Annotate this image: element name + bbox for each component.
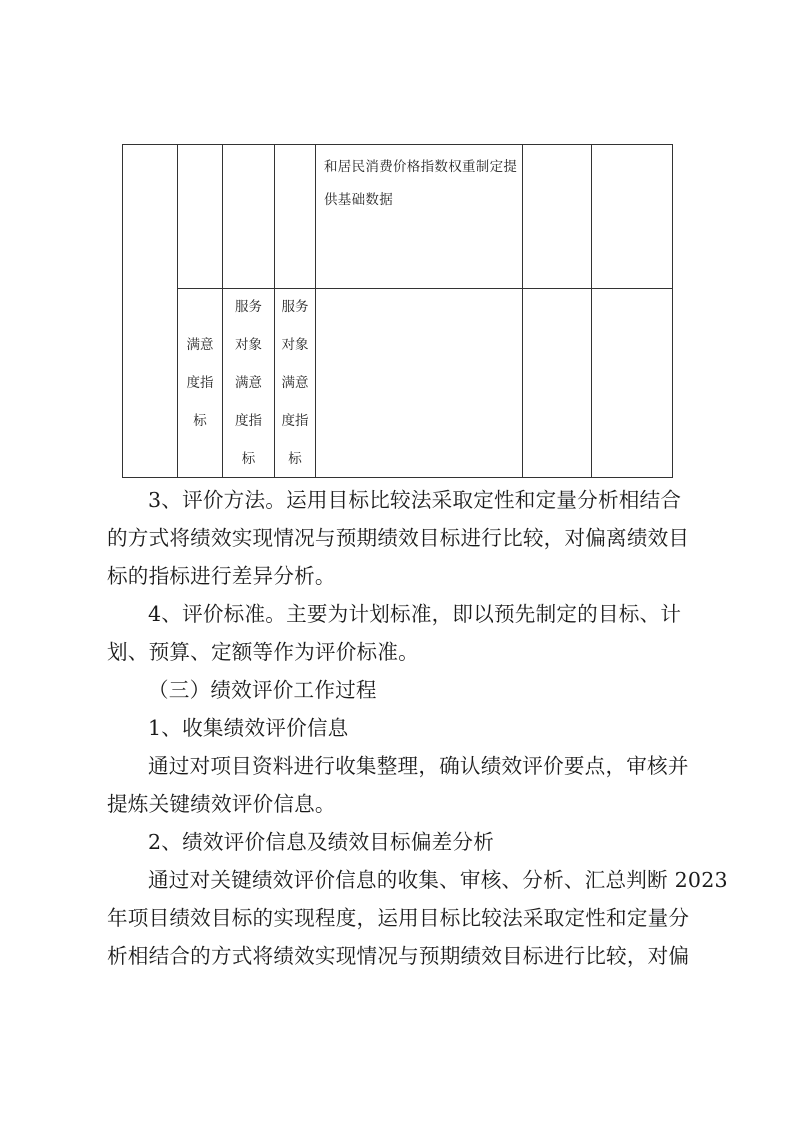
cell-line: 服务 [235, 299, 262, 315]
cell-line: 度指 [281, 413, 309, 429]
cell-line: 标 [193, 413, 207, 429]
step-2-body [107, 861, 728, 975]
table-cell-tertiary-indicator [223, 289, 274, 477]
cell-line: 度指 [235, 413, 262, 429]
cell-line: 满意 [235, 375, 262, 391]
paragraph-evaluation-standard [107, 595, 697, 671]
text-line: 划、预算、定额等作为评价标准。 [107, 640, 419, 664]
indicator-table [122, 144, 673, 478]
text-line: 1、收集绩效评价信息 [148, 716, 349, 740]
step-1-title [107, 709, 697, 747]
cell-line: 对象 [281, 337, 309, 353]
table-cell-secondary-indicator [178, 289, 222, 477]
table-column-divider [591, 145, 592, 477]
text-line: 3、评价方法。运用目标比较法采取定性和定量分析相结合 [148, 488, 682, 512]
table-column-divider [522, 145, 523, 477]
text-line: 的方式将绩效实现情况与预期绩效目标进行比较，对偏离绩效目 [107, 526, 690, 550]
cell-line: 度指 [186, 375, 214, 391]
text-line: 通过对项目资料进行收集整理，确认绩效评价要点，审核并 [148, 754, 689, 778]
cell-line: 标 [241, 451, 256, 467]
step-2-title [107, 823, 697, 861]
text-line: 4、评价标准。主要为计划标准，即以预先制定的目标、计 [148, 602, 682, 626]
description-line: 供基础数据 [324, 192, 393, 208]
paragraph-evaluation-method [107, 481, 697, 595]
cell-line: 满意 [186, 337, 214, 353]
text-line: 2、绩效评价信息及绩效目标偏差分析 [148, 830, 495, 854]
table-cell-indicator-name [275, 289, 315, 477]
text-line: 年项目绩效目标的实现程度，运用目标比较法采取定性和定量分 [107, 906, 690, 930]
text-line: 通过对关键绩效评价信息的收集、审核、分析、汇总判断 2023 [148, 868, 728, 892]
description-line: 和居民消费价格指数权重制定提 [324, 159, 518, 175]
cell-line: 服务 [281, 299, 309, 315]
text-line: 标的指标进行差异分析。 [107, 564, 336, 588]
text-line: 析相结合的方式将绩效实现情况与预期绩效目标进行比较，对偏 [107, 944, 690, 968]
cell-line: 对象 [235, 337, 262, 353]
cell-line: 标 [288, 451, 302, 467]
section-heading [107, 671, 697, 709]
cell-line: 满意 [281, 375, 309, 391]
heading-text: （三）绩效评价工作过程 [148, 678, 377, 702]
table-column-divider [315, 145, 316, 477]
step-1-body [107, 747, 697, 823]
text-line: 提炼关键绩效评价信息。 [107, 792, 336, 816]
table-cell-description [324, 151, 519, 217]
